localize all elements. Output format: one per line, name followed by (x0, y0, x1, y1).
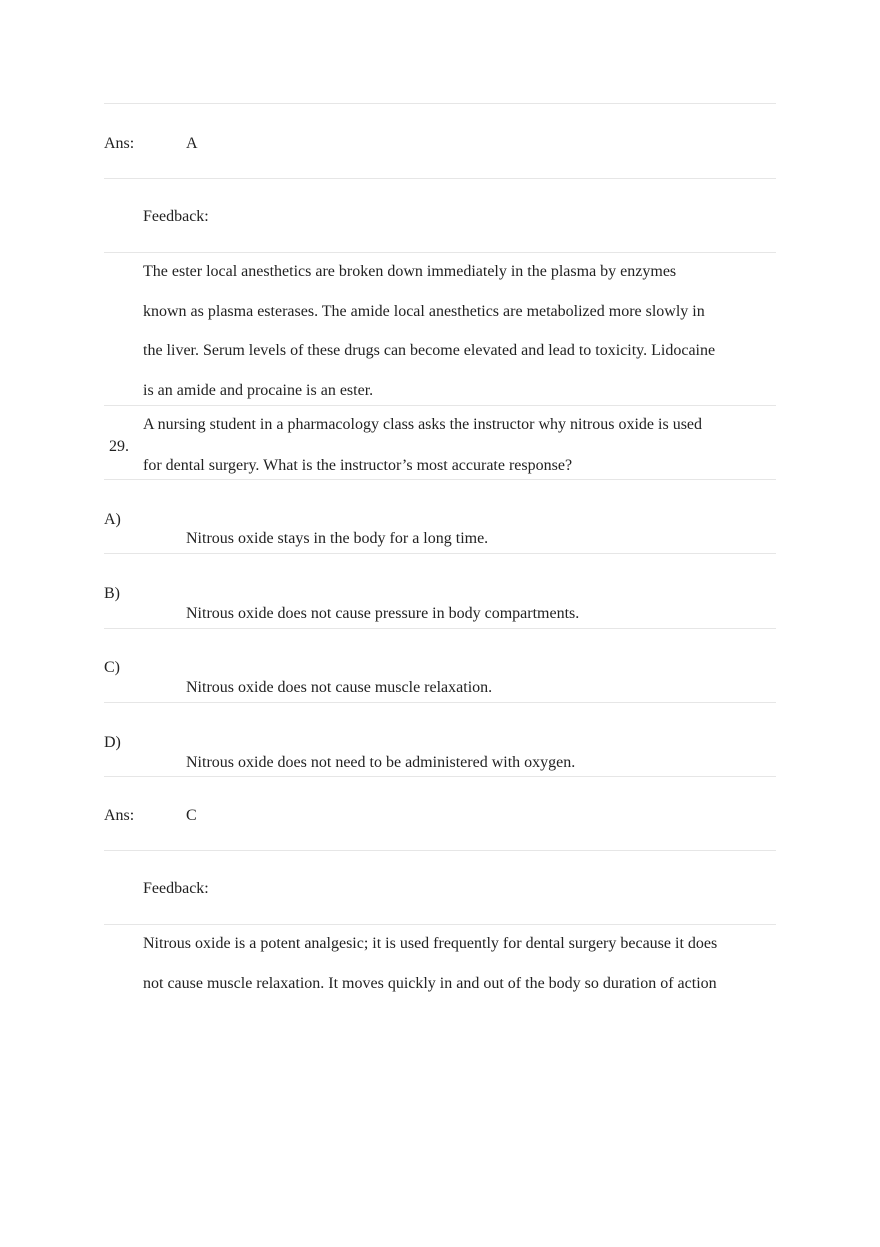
divider (104, 776, 776, 777)
divider (104, 178, 776, 179)
option-d-text: Nitrous oxide does not need to be administered with oxygen. (186, 754, 576, 771)
divider (104, 103, 776, 104)
divider (104, 252, 776, 253)
feedback-label: Feedback: (143, 880, 209, 897)
option-b-letter: B) (104, 585, 120, 602)
feedback-line: Nitrous oxide is a potent analgesic; it is used frequently for dental surgery because it does (143, 935, 718, 952)
option-a-letter: A) (104, 511, 121, 528)
divider (104, 924, 776, 925)
option-b-text: Nitrous oxide does not cause pressure in body compartments. (186, 605, 580, 622)
feedback-line: known as plasma esterases. The amide local anesthetics are metabolized more slowly in (143, 303, 705, 320)
feedback-line: the liver. Serum levels of these drugs can become elevated and lead to toxicity. Lidocaine (143, 342, 716, 359)
feedback-label: Feedback: (143, 208, 209, 225)
feedback-line: not cause muscle relaxation. It moves quickly in and out of the body so duration of action (143, 975, 717, 992)
option-a-text: Nitrous oxide stays in the body for a long time. (186, 530, 489, 547)
option-c-letter: C) (104, 659, 120, 676)
divider (104, 405, 776, 406)
divider (104, 702, 776, 703)
answer-label: Ans: (104, 135, 135, 152)
option-c-text: Nitrous oxide does not cause muscle relaxation. (186, 679, 493, 696)
divider (104, 553, 776, 554)
divider (104, 479, 776, 480)
feedback-line: is an amide and procaine is an ester. (143, 382, 374, 399)
question-stem-line: A nursing student in a pharmacology class asks the instructor why nitrous oxide is used (143, 416, 703, 433)
divider (104, 850, 776, 851)
question-number: 29. (109, 438, 129, 455)
question-stem-line: for dental surgery. What is the instructor’s most accurate response? (143, 457, 573, 474)
answer-value: A (186, 135, 198, 152)
answer-label: Ans: (104, 807, 135, 824)
answer-value: C (186, 807, 197, 824)
divider (104, 628, 776, 629)
feedback-line: The ester local anesthetics are broken down immediately in the plasma by enzymes (143, 263, 677, 280)
option-d-letter: D) (104, 734, 121, 751)
